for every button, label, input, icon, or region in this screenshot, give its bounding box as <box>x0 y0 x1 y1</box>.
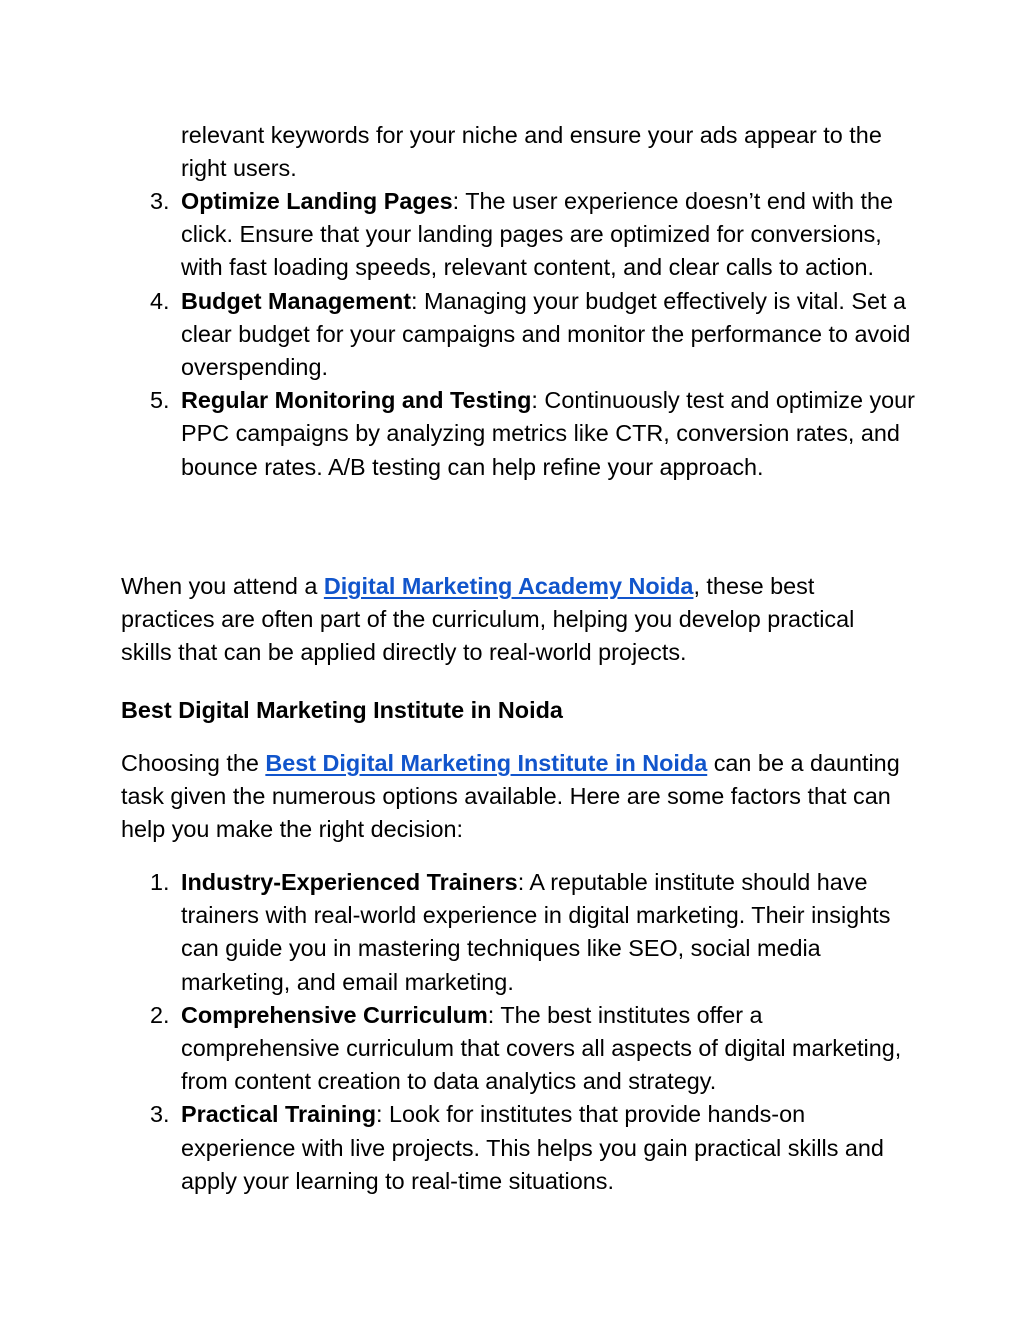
list-item <box>121 1098 921 1198</box>
list-number: 3. <box>150 188 170 214</box>
continuation-item <box>121 119 921 185</box>
best-institute-link[interactable]: Best Digital Marketing Institute in Noida <box>265 750 708 776</box>
list-item <box>121 866 921 999</box>
list-term: Optimize Landing Pages <box>181 188 453 214</box>
list-text: Continuously test and optimize your PPC campaigns by analyzing metrics like CTR, conversion rates, and bounce rates. A/B testing can help refine your approach. <box>181 387 915 480</box>
list-item <box>121 185 921 285</box>
list-term: Practical Training <box>181 1101 376 1128</box>
list-text: The user experience doesn’t end with the click. Ensure that your landing pages are optimized for conversions, with fast loading speeds, relevant content, and clear calls to action. <box>181 188 894 281</box>
list-number: 5. <box>150 387 170 414</box>
list-text: The best institutes offer a comprehensive curriculum that covers all aspects of digital marketing, from content creation to data analytics and strategy. <box>181 1001 902 1095</box>
list-term: Budget Management <box>181 287 412 314</box>
list-item <box>121 285 921 385</box>
paragraph-text: , these best practices are often part of the curriculum, helping you develop practical skills that can be applied directly to real-world projects. <box>121 573 855 666</box>
digital-marketing-academy-link[interactable]: Digital Marketing Academy Noida <box>323 573 694 599</box>
list-term: Regular Monitoring and Testing <box>181 387 532 414</box>
list-separator: : <box>531 387 538 414</box>
list-term: Comprehensive Curriculum <box>181 1001 488 1028</box>
list-text: Managing your budget effectively is vital. Set a clear budget for your campaigns and monitor the performance to avoid overspending. <box>181 287 911 381</box>
list-number: 3. <box>150 1101 170 1128</box>
list-number: 4. <box>150 287 170 314</box>
continuation-text: relevant keywords for your niche and ensure your ads appear to the right users. <box>181 122 882 182</box>
list-number: 1. <box>150 869 170 895</box>
list-text: Look for institutes that provide hands-on experience with live projects. This helps you gain practical skills and apply your learning to real-time situations. <box>181 1101 884 1194</box>
ppc-best-practices-list <box>121 185 921 484</box>
paragraph-text: can be a daunting task given the numerous options available. Here are some factors that can help you make the right decision: <box>121 750 900 843</box>
list-item <box>121 384 921 484</box>
list-separator: : <box>487 1001 495 1028</box>
list-separator: : <box>452 188 460 214</box>
list-separator: : <box>517 869 525 895</box>
list-term: Industry-Experienced Trainers <box>181 869 518 895</box>
academy-paragraph <box>121 570 911 670</box>
list-number: 2. <box>150 1001 170 1028</box>
list-item <box>121 999 921 1099</box>
list-text: A reputable institute should have trainers with real-world experience in digital marketing. Their insights can guide you in mastering techniques like SEO, social media marketing, and email marketing. <box>181 869 891 995</box>
list-separator: : <box>376 1101 383 1128</box>
section-heading: Best Digital Marketing Institute in Noida <box>121 697 563 723</box>
institute-paragraph <box>121 747 911 847</box>
paragraph-text: Choosing the <box>121 750 266 776</box>
paragraph-text: When you attend a <box>121 573 324 599</box>
institute-factors-list <box>121 866 921 1198</box>
list-separator: : <box>411 287 418 314</box>
